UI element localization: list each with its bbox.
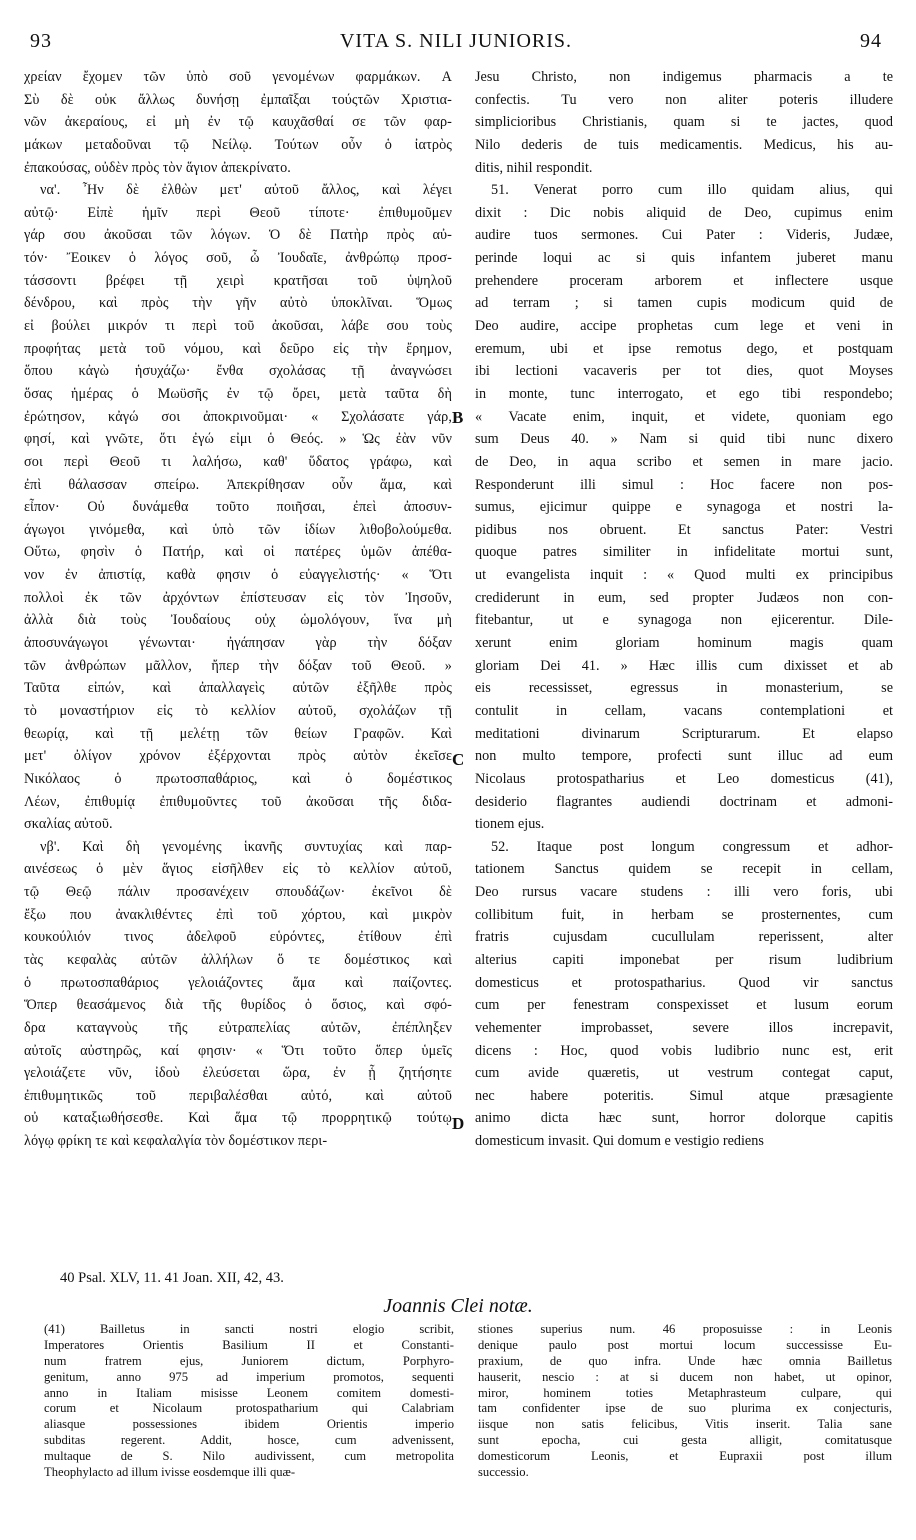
text-line: ditis, nihil respondit. bbox=[475, 159, 593, 176]
text-line: προφήτας μετὰ τοῦ νόμου, καὶ δεῦρο εἰς τὴν ἔρημον, bbox=[24, 340, 452, 357]
text-line: meditationi divinarum Scripturarum. Et elapso bbox=[475, 725, 893, 742]
text-line: praxium, de quo infra. Unde hæc omnia Bailletus bbox=[478, 1353, 892, 1368]
text-line: desiderio flagrantes audiendi doctrinam et admoni- bbox=[475, 793, 893, 810]
text-line: tationem Sanctus quidem se recepit in cellam, bbox=[475, 861, 893, 878]
text-line: fitebantur, ut e synagoga non ejicerentur. Dile- bbox=[475, 612, 893, 629]
text-line: audire tuos sermones. Cui Pater : Videris, Judæe, bbox=[475, 227, 893, 244]
text-line: Λέων, ἐπιθυμίᾳ ἐπιθυμοῦντες τοῦ ἀκοῦσαι τῆς διδα- bbox=[24, 793, 452, 810]
text-line: Ταῦτα εἰπών, καὶ ἀπαλλαγεὶς αὐτῶν ἐξῆλθε πρὸς bbox=[24, 680, 452, 697]
latin-text-column bbox=[475, 66, 893, 1153]
text-line: dicens : Hoc, quod vobis ludibrio nunc est, erit bbox=[475, 1042, 893, 1059]
text-line: miror, hominem toties Metaphrasteum culpare, qui bbox=[478, 1385, 892, 1400]
text-line: corum et Nicolaum protospatharium qui Calabriam bbox=[44, 1401, 454, 1416]
text-line: ad terram ; si tamen cupis modicum quid de bbox=[475, 295, 893, 312]
text-line: confectis. Tu vero non aliter poteris illudere bbox=[475, 91, 893, 108]
text-line: hauserit, nescio : at si ducem non habet, ut opinor, bbox=[478, 1369, 892, 1384]
text-line: νβ'. Καὶ δὴ γενομένης ἱκανῆς συντυχίας καὶ παρ- bbox=[40, 838, 452, 855]
text-line: animo dicta hæc sunt, horror dolorque capitis bbox=[475, 1110, 893, 1127]
text-line: Ὅπερ θεασάμενος διὰ τῆς θυρίδος ὁ ὅσιος, καὶ σφό- bbox=[24, 997, 452, 1014]
text-line: Imperatores Orientis Basilium II et Constanti- bbox=[44, 1337, 454, 1352]
page-number-left: 93 bbox=[30, 30, 52, 52]
text-line: Jesu Christo, non indigemus pharmacis a te bbox=[475, 69, 893, 85]
text-line: δένδρου, καὶ πρὸς τὴν γῆν αὐτὸ ὑποκλῖναι. Ὅμως bbox=[24, 295, 452, 312]
text-line: multaque de S. Nilo audivissent, cum metropolita bbox=[44, 1449, 454, 1464]
text-line: Νικόλαος ὁ πρωτοσπαθάριος, καὶ ὁ δομέστικος bbox=[24, 770, 452, 787]
text-line: domesticorum Leonis, et Eupraxii post illum bbox=[478, 1449, 892, 1464]
text-line: Σὺ δὲ οὐκ ἄλλως δυνήσῃ ἐμπαῖξαι τούςτῶν Χριστια- bbox=[24, 91, 452, 108]
text-line: σοι περὶ Θεοῦ τι λαλήσω, καθ' ὕδατος γράφω, καὶ bbox=[24, 453, 452, 470]
text-line: νῶν ἀκεραίους, εἰ μὴ ἐν τῷ καυχᾶσθαί σε τῶν φαρ- bbox=[24, 114, 452, 131]
text-line: in monte, tunc interrogato, et ego tibi respondebo; bbox=[475, 385, 893, 402]
text-line: ἐπιθυμητικῶς τοῦ περιβαλέσθαι αὐτό, καὶ αὐτοῦ bbox=[24, 1087, 452, 1104]
footnote-references: 40 Psal. XLV, 11. 41 Joan. XII, 42, 43. bbox=[60, 1270, 284, 1286]
text-line: fratris cujusdam cucullulam reperissent, alter bbox=[475, 929, 893, 946]
text-line: τὰς κεφαλὰς αὐτῶν ἀλλήλων ὅ τε δομέστικος καὶ bbox=[24, 951, 452, 968]
text-line: τῶν ἀνθρώπων μᾶλλον, ἤπερ τὴν δόξαν τοῦ Θεοῦ. » bbox=[24, 657, 452, 674]
text-line: σκαλίας αὐτοῦ. bbox=[24, 816, 113, 833]
notes-right-column bbox=[478, 1322, 892, 1481]
text-line: ἔξω που ἀνακλιθέντες ἐπὶ τοῦ χόρτου, καὶ μικρὸν bbox=[24, 906, 452, 923]
notes-title: Joannis Clei notæ. bbox=[383, 1295, 533, 1317]
text-line: sumus, ejicimur quippe e synagoga et nostri la- bbox=[475, 499, 893, 516]
text-line: quoque patres similiter in infidelitate mortui sunt, bbox=[475, 544, 893, 561]
text-line: θεωρίᾳ, καὶ τῇ μελέτῃ τῶν θείων Γραφῶν. Καὶ bbox=[24, 725, 452, 742]
text-line: tionem ejus. bbox=[475, 816, 545, 833]
text-line: vehementer improbasset, severe illos increpavit, bbox=[475, 1019, 893, 1036]
text-line: ἐρώτησον, κἀγώ σοι ἀποκρινοῦμαι· « Σχολάσατε γάρ, bbox=[24, 408, 452, 425]
text-line: ὁ πρωτοσπαθάριος γελοιάζοντες ἅμα καὶ παίζοντες. bbox=[24, 974, 452, 991]
running-head bbox=[30, 30, 882, 60]
text-line: xerunt enim gloriam hominum magis quam bbox=[475, 635, 893, 652]
text-line: αινέσεως ὁ μὲν ἅγιος εἰσῆλθεν εἰς τὸ κελλίον αὐτοῦ, bbox=[24, 861, 452, 878]
text-line: εἰ βούλει μικρόν τι περὶ τοῦ ἀκοῦσαι, λάβε σου τοὺς bbox=[24, 318, 452, 335]
text-line: τόν· Ἔοικεν ὁ λόγος σοῦ, ὦ Ἰουδαῖε, ἀνθρώπῳ προσ- bbox=[24, 250, 452, 267]
text-line: « Vacate enim, inquit, et videte, quoniam ego bbox=[475, 408, 893, 425]
text-line: successio. bbox=[478, 1465, 529, 1480]
text-line: μετ' ὀλίγον χρόνον ἐξέρχονται πρὸς αὐτὸν ἐκεῖσε bbox=[24, 748, 452, 765]
notes-left-column bbox=[44, 1322, 454, 1481]
text-line: de Deo, in aqua scribo et semen in mare jacio. bbox=[475, 453, 893, 470]
text-line: ἐπακούσας, οὐδὲν πρὸς τὸν ἅγιον ἀπεκρίνατο. bbox=[24, 159, 291, 176]
page-number-right: 94 bbox=[860, 30, 882, 52]
text-line: άγωγοι γινόμεθα, καὶ ὑπὸ τῶν ἰδίων λιθοβολούμεθα. bbox=[24, 521, 452, 538]
text-line: sunt epocha, cui gesta alligit, comitatusque bbox=[478, 1433, 892, 1448]
text-line: collibitum fuit, in herbam se prosternentes, cum bbox=[475, 906, 893, 923]
text-line: cum avide quæretis, ut vestrum contegat caput, bbox=[475, 1065, 893, 1082]
text-line: Theophylacto ad illum ivisse eosdemque illi quæ- bbox=[44, 1465, 296, 1480]
text-line: αὐτῷ· Εἰπὲ ἡμῖν περὶ Θεοῦ τίποτε· ἐπιθυμοῦμεν bbox=[24, 204, 452, 221]
text-line: 51. Venerat porro cum illo quidam alius, qui bbox=[491, 182, 893, 199]
text-line: contulit in cellam, vacans contemplationi et bbox=[475, 702, 893, 719]
text-line: nec habere poteritis. Simul atque præsagiente bbox=[475, 1087, 893, 1104]
text-line: num fratrem ejus, Juniorem dictum, Porphyro- bbox=[44, 1353, 454, 1368]
text-line: non multo tempore, profecti sunt illuc ad eum bbox=[475, 748, 893, 765]
text-line: simplicioribus Christianis, quam si te jactes, quod bbox=[475, 114, 893, 131]
text-line: (41) Bailletus in sancti nostri elogio scribit, bbox=[44, 1322, 454, 1336]
text-line: νον ἐν ἀπιστίᾳ, καθὰ φησιν ὁ εὐαγγελιστής· « Ὅτι bbox=[24, 567, 452, 584]
text-line: 52. Itaque post longum congressum et adhor- bbox=[491, 838, 893, 855]
text-line: alterius capiti imponebat per risum ludibrium bbox=[475, 951, 893, 968]
text-line: subditas regerent. Addit, hosce, cum advenissent, bbox=[44, 1433, 454, 1448]
text-line: tam confidenter ipse de suo plurima ex conjecturis, bbox=[478, 1401, 892, 1416]
text-line: ἀλλὰ διὰ τοὺς Ἰουδαίους οὐχ ὡμολόγουν, ἵνα μὴ bbox=[24, 612, 452, 629]
text-line: τὸ μοναστήριον εἰς τὸ κελλίον αὐτοῦ, σχολάζων τῇ bbox=[24, 702, 452, 719]
running-title: VITA S. NILI JUNIORIS. bbox=[339, 30, 573, 52]
text-line: eis recessisset, egressus in monasterium, se bbox=[475, 680, 893, 697]
text-line: denique paulo post mortui locum successisse Eu- bbox=[478, 1337, 892, 1352]
text-line: gloriam Dei 41. » Hæc illis cum dixisset et ab bbox=[475, 657, 893, 674]
margin-letter-b: B bbox=[452, 408, 464, 427]
text-line: Deo rursus vacare studens : illi vero foris, ubi bbox=[475, 884, 893, 901]
text-line: domesticus et protospatharius. Quod vir sanctus bbox=[475, 974, 893, 991]
text-line: Responderunt illi simul : Hoc facere non pos- bbox=[475, 476, 893, 493]
text-line: να'. Ἦν δὲ ἐλθὼν μετ' αὐτοῦ ἄλλος, καὶ λέγει bbox=[40, 182, 452, 199]
text-line: ut evangelista inquit : « Quod multi ex principibus bbox=[475, 567, 893, 584]
text-line: τάσσοντι βρέφει τῇ χειρὶ κρατῆσαι τοῦ ὑψηλοῦ bbox=[24, 272, 452, 289]
text-line: iisque non satis felicibus, Vitis inserit. Talia sane bbox=[478, 1417, 892, 1432]
text-line: anno in Italiam misisse Leonem comitem domesti- bbox=[44, 1385, 454, 1400]
text-line: Nilo dederis de tuis medicamentis. Medicus, his au- bbox=[475, 136, 893, 153]
text-line: λόγῳ φρίκη τε καὶ κεφαλαλγία τὸν δομέστικον περι- bbox=[24, 1133, 328, 1150]
text-line: prehendere proceram arborem et inflectere usque bbox=[475, 272, 893, 289]
text-line: Nicolaus protospatharius et Leo domesticus (41), bbox=[475, 770, 893, 787]
text-line: eremum, ubi et ipse remotus dego, et postquam bbox=[475, 340, 893, 357]
text-line: stiones superius num. 46 proposuisse : in Leonis bbox=[478, 1322, 892, 1336]
greek-text-column bbox=[24, 66, 452, 1153]
text-line: domesticum invasit. Qui domum e vestigio rediens bbox=[475, 1133, 764, 1150]
text-line: perinde loqui ac si quis infantem juberet manu bbox=[475, 250, 893, 267]
text-line: πολλοὶ ἐκ τῶν ἀρχόντων ἐπίστευσαν εἰς τὸν Ἰησοῦν, bbox=[24, 589, 452, 606]
text-line: ἐπὶ θάλασσαν σπείρω. Ἀπεκρίθησαν οὖν ἅμα, καὶ bbox=[24, 476, 452, 493]
text-line: aliasque possessiones ibidem Orientis imperio bbox=[44, 1417, 454, 1432]
text-line: τῷ Θεῷ πάλιν προσανέχειν σπουδάζων· ἐκεῖνοι δὲ bbox=[24, 884, 452, 901]
text-line: ibi lectioni vacaveris per tot dies, quot Moyses bbox=[475, 363, 893, 380]
text-line: sum Deus 40. » Nam si quid tibi nunc dixero bbox=[475, 431, 893, 448]
text-line: Οὕτω, φησὶν ὁ Πατήρ, καὶ οἱ πατέρες ὑμῶν ἀπέθα- bbox=[24, 544, 452, 561]
text-line: Deo audire, accipe prophetas cum lege et veni in bbox=[475, 318, 893, 335]
text-line: ὅπου κἀγὼ ἡσυχάζω· ἔνθα σχολάσας τῇ ἀναγνώσει bbox=[24, 363, 452, 380]
text-line: ὅσας ἡμέρας ὁ Μωϋσῆς ἐν τῷ ὄρει, μετὰ ταῦτα δὴ bbox=[24, 385, 452, 402]
text-line: κουκούλιόν τινος ἀδελφοῦ εὑρόντες, ἐτίθουν ἐπὶ bbox=[24, 929, 452, 946]
text-line: αὐτοῖς αὐστηρῶς, καί φησιν· « Ὅτι τοῦτο ὅπερ ὑμεῖς bbox=[24, 1042, 452, 1059]
text-line: ἀποσυνάγωγοι γένωνται· ἠγάπησαν γὰρ τὴν δόξαν bbox=[24, 635, 452, 652]
margin-letter-c: C bbox=[452, 750, 465, 769]
text-line: δρα καταγνοὺς τῆς εὐτραπελίας αὐτῶν, ἐπέπληξεν bbox=[24, 1019, 452, 1036]
margin-letter-d: D bbox=[452, 1114, 465, 1133]
text-line: γελοιάζετε νῦν, ἰδοὺ ἐλεύσεται ὥρα, ἐν ᾗ ζητήσητε bbox=[24, 1065, 452, 1082]
text-line: μάκων μεταδοῦναι τῷ Νείλῳ. Τούτων οὖν ὁ ἰατρὸς bbox=[24, 136, 452, 153]
text-line: χρείαν ἔχομεν τῶν ὑπὸ σοῦ γενομένων φαρμάκων. A bbox=[24, 69, 452, 85]
text-line: crediderunt in eum, sed propter Judæos non con- bbox=[475, 589, 893, 606]
text-line: pidibus nos obruent. Et sanctus Pater: Vestri bbox=[475, 521, 893, 538]
text-line: genitum, anno 975 ad imperium promotos, sequenti bbox=[44, 1369, 454, 1384]
text-line: φησί, καὶ γνῶτε, ὅτι ἐγώ εἰμι ὁ Θεός. » Ὡς ἐὰν νῦν bbox=[24, 431, 452, 448]
text-line: γάρ σου ἀκοῦσαι τῶν λόγων. Ὁ δὲ Πατὴρ πρὸς αὐ- bbox=[24, 227, 452, 244]
text-line: dixit : Dic nobis aliquid de Deo, cupimus enim bbox=[475, 204, 893, 221]
text-line: cum per fenestram conspexisset et lusum eorum bbox=[475, 997, 893, 1014]
text-line: εἶπον· Οὐ δυνάμεθα τοῦτο ποιῆσαι, ἐπεὶ ἀποσυν- bbox=[24, 499, 452, 516]
text-line: οὐ καταξιωθήσεσθε. Καὶ ἅμα τῷ προρρητικῷ τούτῳ bbox=[24, 1110, 452, 1127]
